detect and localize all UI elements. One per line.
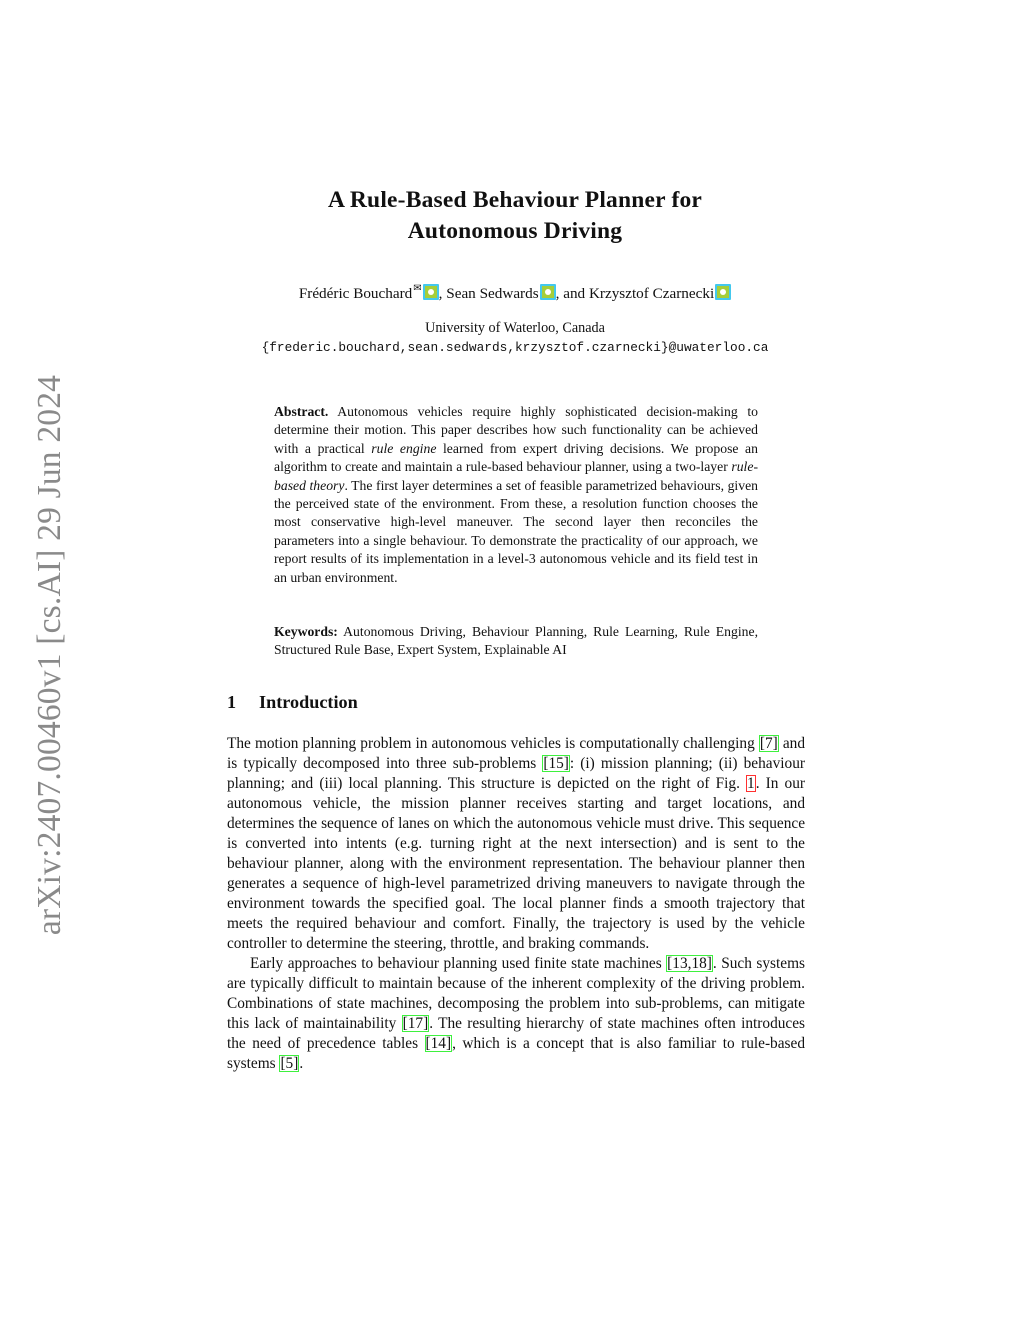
abstract-label: Abstract.: [274, 404, 329, 419]
abstract-text: . The first layer determines a set of feasible parametrized behaviours, given the perceived state of the environment. From these, a resolution function chooses the most conservative high-level maneuver. The second layer then reconciles the parameters into a single behaviour. To demonstrate the practicality of our approach, we report results of its implementation in a level-3 autonomous vehicle and its field test in an urban environment.: [274, 477, 758, 585]
title-line-1: A Rule-Based Behaviour Planner for: [327, 187, 703, 213]
citation-link[interactable]: [13,18]: [667, 955, 712, 972]
section-title: Introduction: [259, 692, 358, 712]
orcid-icon[interactable]: [715, 284, 731, 300]
body-text: .: [299, 1055, 304, 1072]
introduction-body: [227, 734, 805, 1074]
keywords-label: Keywords:: [274, 624, 338, 639]
abstract-text: Autonomous vehicles require highly sophisticated decision-making to determine their motion. This paper describes how such functionality can be achieved with a practical: [274, 404, 758, 456]
author-2: , Sean Sedwards: [438, 285, 539, 302]
orcid-icon[interactable]: [423, 284, 439, 300]
section-number: 1: [227, 692, 237, 712]
body-text: . Such systems are typically difficult to maintain because of the inherent complexity of the driving problem. Combinations of state machines, decomposing the problem into sub-problems, can mitigate this lack of maintainability: [227, 955, 805, 1032]
affiliation: University of Waterloo, Canada: [425, 320, 605, 336]
abstract-emphasis: rule-based theory: [274, 459, 758, 493]
paragraph: [227, 954, 805, 1074]
paragraph: [227, 734, 805, 954]
body-text: . The resulting hierarchy of state machines often introduces the need of precedence tables: [227, 1015, 805, 1052]
abstract-text: learned from expert driving decisions. We propose an algorithm to create and maintain a rule-based behaviour planner, using a two-layer: [274, 440, 758, 475]
citation-link[interactable]: [5]: [280, 1055, 299, 1072]
body-text: and is typically decomposed into three sub-problems: [227, 735, 805, 772]
title-line-2: Autonomous Driving: [407, 218, 623, 244]
author-1: Frédéric Bouchard: [298, 285, 413, 302]
abstract-emphasis: rule engine: [371, 440, 437, 456]
arxiv-id-text: arXiv:2407.00460v1 [cs.AI] 29 Jun 2024: [31, 374, 69, 936]
keywords: [274, 623, 758, 660]
arxiv-watermark: [28, 370, 72, 940]
figure-link[interactable]: 1: [747, 775, 755, 792]
body-text: . In our autonomous vehicle, the mission planner receives starting and target locations, and determines the sequence of lanes on which the autonomous vehicle must drive. This sequence is converted into intents (e.g. turning right at the next intersection) and is sent to the behaviour planner, along with the environment representation. The behaviour planner then generates a sequence of high-level parametrized driving maneuvers to navigate through the environment towards the specified goal. The local planner finds a smooth trajectory that meets the required behaviour and comfort. Finally, the trajectory is used by the vehicle controller to determine the steering, throttle, and braking commands.: [227, 775, 805, 952]
citation-link[interactable]: [15]: [543, 755, 569, 772]
body-text: The motion planning problem in autonomous vehicles is computationally challenging: [227, 735, 759, 752]
envelope-icon: ✉: [413, 283, 422, 294]
paper-title: [200, 185, 830, 247]
abstract: [274, 403, 758, 587]
author-list: [180, 282, 850, 303]
orcid-icon[interactable]: [540, 284, 556, 300]
body-text: Early approaches to behaviour planning used finite state machines: [250, 955, 667, 972]
citation-link[interactable]: [17]: [402, 1015, 429, 1032]
author-emails: {frederic.bouchard,sean.sedwards,krzysztof.czarnecki}@uwaterloo.ca: [261, 340, 769, 355]
citation-link[interactable]: [14]: [425, 1035, 452, 1052]
citation-link[interactable]: [7]: [759, 735, 778, 752]
body-text: : (i) mission planning; (ii) behaviour planning; and (iii) local planning. This structure is depicted on the right of Fig.: [227, 755, 805, 792]
body-text: , which is a concept that is also familiar to rule-based systems: [227, 1035, 805, 1072]
author-3: , and Krzysztof Czarnecki: [555, 285, 715, 302]
keywords-text: Autonomous Driving, Behaviour Planning, Rule Learning, Rule Engine, Structured Rule Base, Expert System, Explainable AI: [274, 624, 758, 658]
section-heading: [227, 692, 358, 713]
